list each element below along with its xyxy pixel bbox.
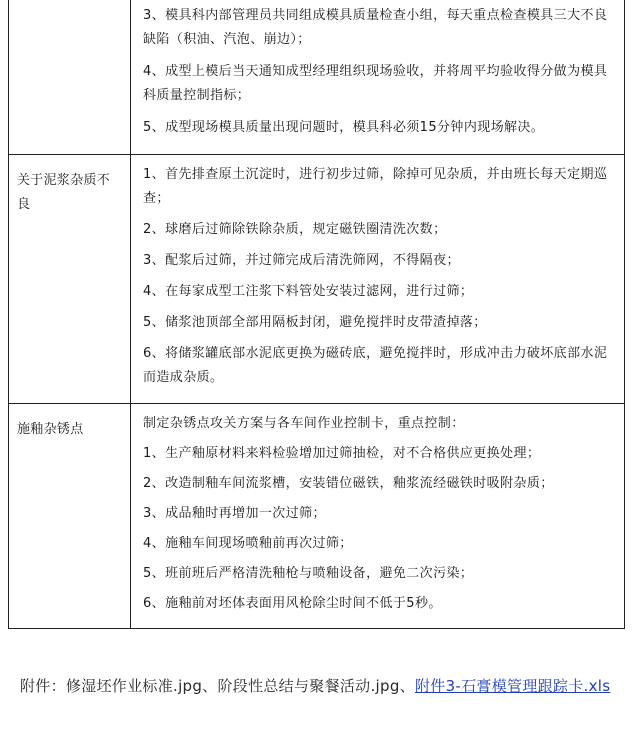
measure-item: 5、成型现场模具质量出现问题时，模具科必须15分钟内现场解决。 bbox=[143, 120, 545, 135]
topic-cell bbox=[9, 404, 131, 629]
measure-item: 5、班前班后严格清洗釉枪与喷釉设备，避免二次污染； bbox=[143, 566, 474, 581]
topic-label: 关于泥浆杂质不良 bbox=[17, 173, 111, 212]
attachments-text: 附件：修湿坯作业标准.jpg、阶段性总结与聚餐活动.jpg、 bbox=[20, 677, 415, 695]
measure-item: 1、生产釉原材料来料检验增加过筛抽检，对不合格供应更换处理； bbox=[143, 446, 541, 461]
measure-item: 4、施釉车间现场喷釉前再次过筛； bbox=[143, 536, 353, 551]
attachments-line bbox=[20, 668, 632, 704]
topic-cell bbox=[9, 155, 131, 404]
measures-cell bbox=[131, 0, 625, 155]
topic-label: 施釉杂锈点 bbox=[17, 422, 84, 437]
measure-item: 6、将储浆罐底部水泥底更换为磁砖底，避免搅拌时，形成冲击力破坏底部水泥而造成杂质。 bbox=[143, 346, 608, 385]
measure-item: 5、储浆池顶部全部用隔板封闭，避免搅拌时皮带渣掉落； bbox=[143, 315, 487, 330]
table-row bbox=[9, 0, 625, 155]
measures-cell bbox=[131, 404, 625, 629]
table-row bbox=[9, 155, 625, 404]
measure-item: 制定杂锈点攻关方案与各车间作业控制卡，重点控制： bbox=[143, 416, 465, 431]
measures-cell bbox=[131, 155, 625, 404]
measure-item: 3、成品釉时再增加一次过筛； bbox=[143, 506, 326, 521]
measure-item: 1、首先排查原土沉淀时，进行初步过筛，除掉可见杂质，并由班长每天定期巡查； bbox=[143, 167, 608, 206]
table-row bbox=[9, 404, 625, 629]
attachment-link[interactable]: 附件3-石膏模管理跟踪卡.xls bbox=[414, 677, 611, 695]
measure-item: 3、配浆后过筛，并过筛完成后清洗筛网，不得隔夜； bbox=[143, 253, 460, 268]
topic-cell bbox=[9, 0, 131, 155]
requirements-table bbox=[8, 0, 625, 629]
measure-item: 2、球磨后过筛除铁除杂质，规定磁铁圈清洗次数； bbox=[143, 222, 447, 237]
measure-item: 4、成型上模后当天通知成型经理组织现场验收，并将周平均验收得分做为模具科质量控制指标； bbox=[143, 64, 608, 103]
measure-item: 6、施釉前对坯体表面用风枪除尘时间不低于5秒。 bbox=[143, 596, 442, 611]
measure-item: 4、在每家成型工注浆下料管处安装过滤网，进行过筛； bbox=[143, 284, 474, 299]
measure-item: 3、模具科内部管理员共同组成模具质量检查小组，每天重点检查模具三大不良缺陷（积油、汽泡、崩边）； bbox=[143, 8, 608, 47]
measure-item: 2、改造制釉车间流浆槽，安装错位磁铁，釉浆流经磁铁时吸附杂质； bbox=[143, 476, 554, 491]
